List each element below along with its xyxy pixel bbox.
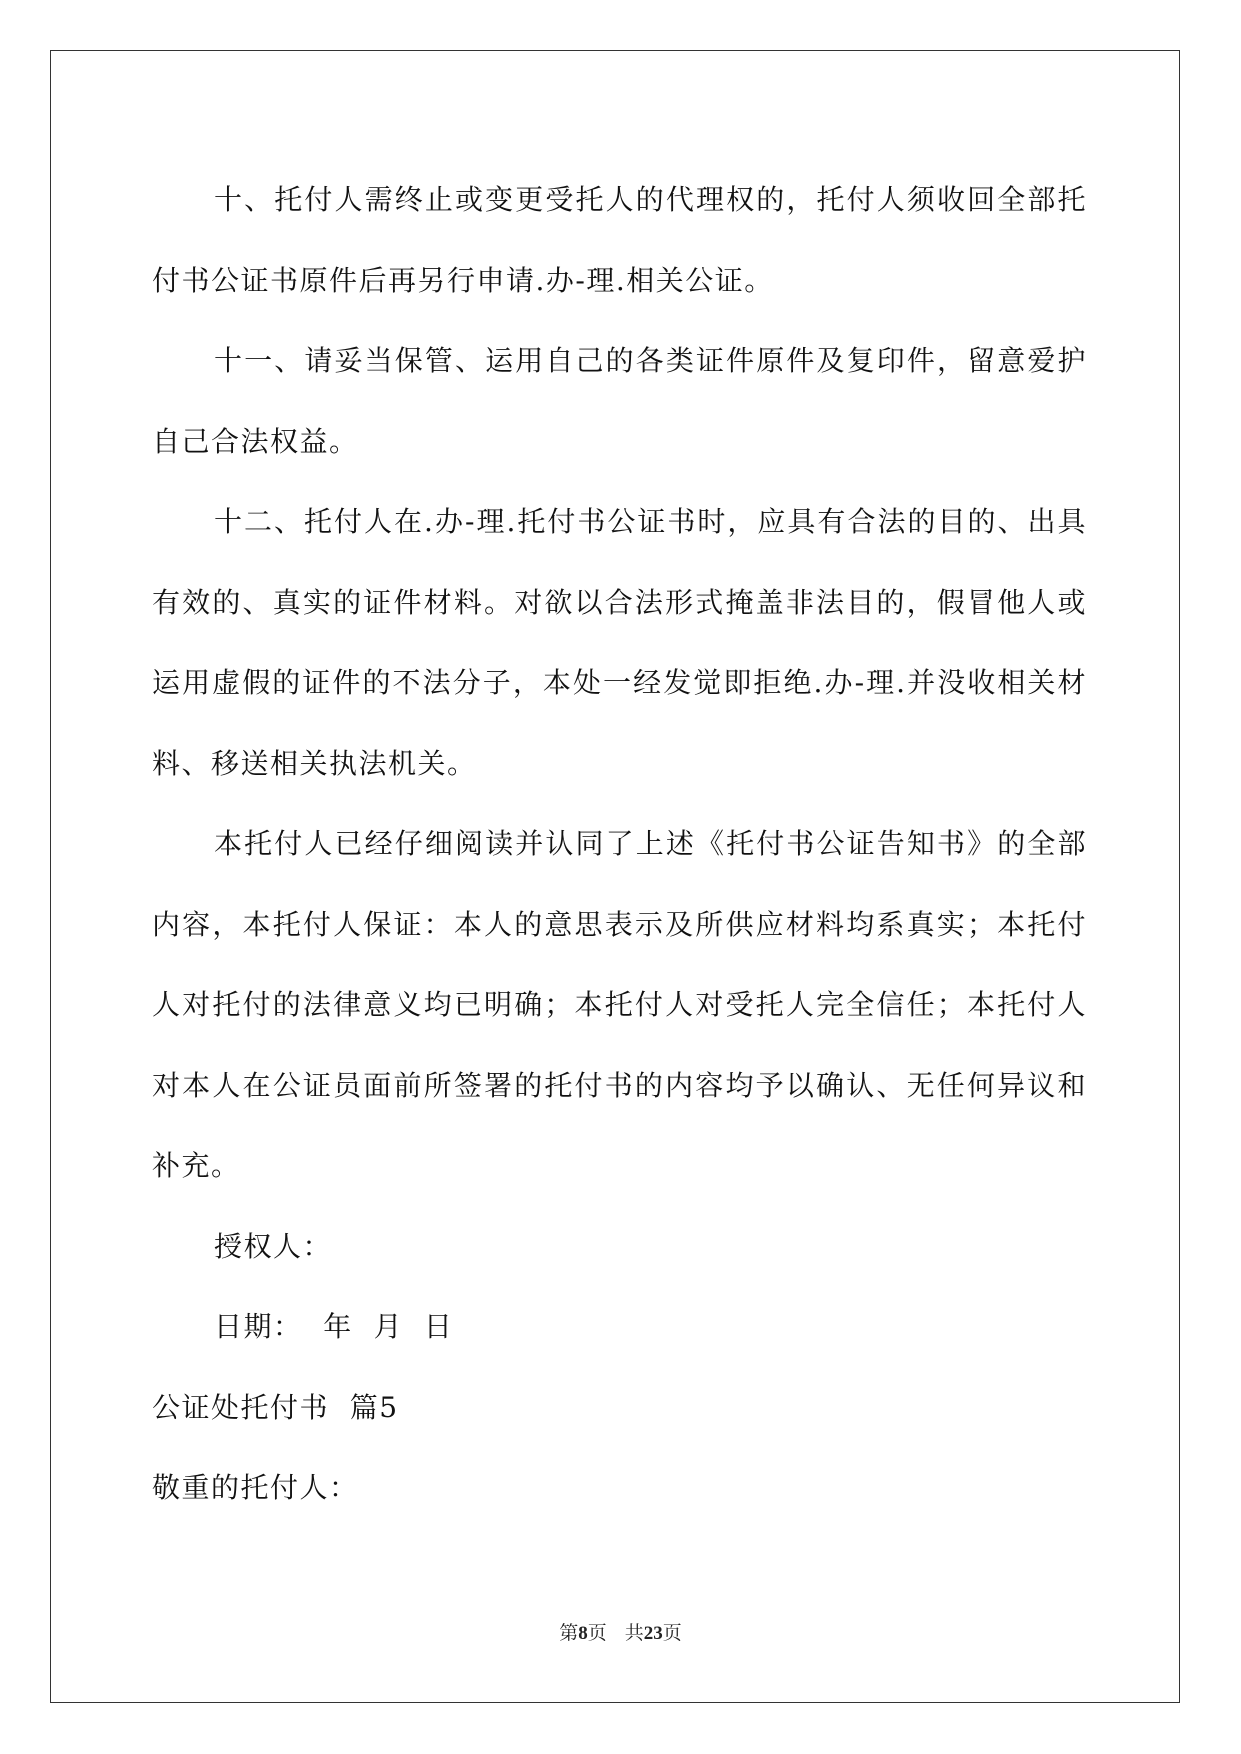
total-suffix: 页 [662, 1622, 682, 1644]
page-suffix: 页 [587, 1622, 607, 1644]
total-prefix: 共 [624, 1622, 644, 1644]
page-number: 8 [578, 1623, 588, 1644]
page-prefix: 第 [559, 1622, 579, 1644]
declaration-paragraph: 本托付人已经仔细阅读并认同了上述《托付书公证告知书》的全部内容，本托付人保证：本人的意思表示及所供应材料均系真实；本托付人对托付的法律意义均已明确；本托付人对受托人完全信任；本托付人对本人在公证员面前所签署的托付书的内容均予以确认、无任何异议和补充。 [152, 827, 1087, 1182]
clause-10-paragraph: 十、托付人需终止或变更受托人的代理权的，托付人须收回全部托付书公证书原件后再另行申请.办-理.相关公证。 [152, 183, 1087, 297]
page-footer [0, 1618, 1241, 1645]
salutation-line: 敬重的托付人： [152, 1471, 359, 1504]
document-body [152, 160, 1087, 1529]
clause-11-paragraph: 十一、请妥当保管、运用自己的各类证件原件及复印件，留意爱护自己合法权益。 [152, 344, 1087, 458]
clause-12-paragraph: 十二、托付人在.办-理.托付书公证书时，应具有合法的目的、出具有效的、真实的证件材料。对欲以合法形式掩盖非法目的，假冒他人或运用虚假的证件的不法分子，本处一经发觉即拒绝.办-理.并没收相关材料、移送相关执法机关。 [152, 505, 1087, 780]
section-heading: 公证处托付书 篇5 [152, 1390, 399, 1424]
total-pages: 23 [643, 1623, 663, 1644]
authorizer-line: 授权人： [214, 1229, 333, 1263]
date-line: 日期： 年 月 日 [214, 1310, 454, 1343]
